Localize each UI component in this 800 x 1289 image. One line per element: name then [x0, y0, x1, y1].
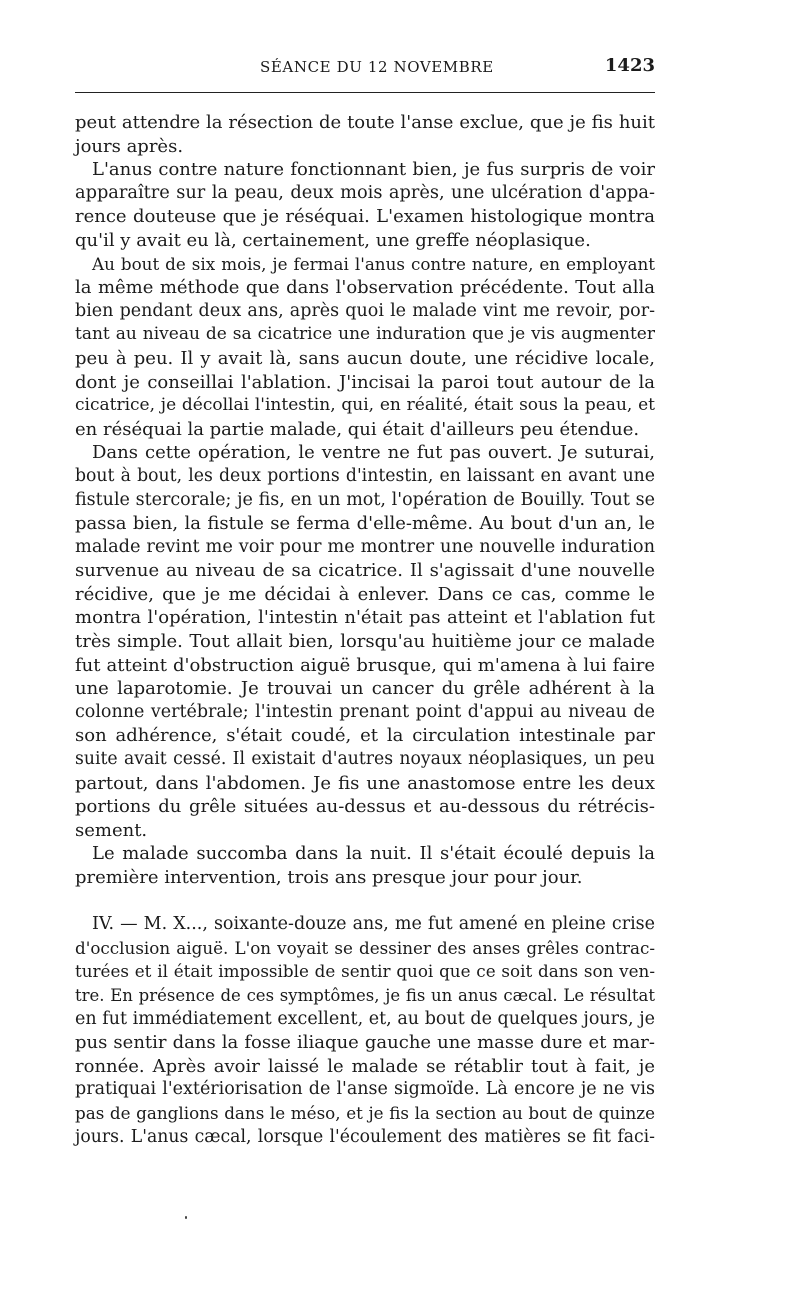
text-line: Le malade succomba dans la nuit. Il s'était écoulé depuis la [92, 843, 655, 865]
text-line: partout, dans l'abdomen. Je fis une anastomose entre les deux [75, 772, 655, 794]
text-line: pus sentir dans la fosse iliaque gauche une masse dure et mar- [75, 1032, 655, 1054]
text-line: sement. [75, 819, 148, 841]
text-line: Dans cette opération, le ventre ne fut pas ouvert. Je suturai, [92, 442, 655, 464]
text-line: bout à bout, les deux portions d'intestin, en laissant en avant une [75, 465, 655, 486]
text-line: qu'il y avait eu là, certainement, une greffe néoplasique. [75, 229, 591, 251]
text-line: première intervention, trois ans presque jour pour jour. [75, 867, 583, 888]
text-line: survenue au niveau de sa cicatrice. Il s'agissait d'une nouvelle [75, 560, 655, 582]
text-line: IV. — M. X..., soixante-douze ans, me fut amené en pleine crise [92, 914, 655, 935]
running-title: SÉANCE DU 12 NOVEMBRE [260, 58, 494, 76]
text-line: dont je conseillai l'ablation. J'incisai la paroi tout autour de la [75, 371, 655, 393]
text-line: pratiquai l'extériorisation de l'anse sigmoïde. Là encore je ne vis [75, 1079, 655, 1100]
text-line: son adhérence, s'était coudé, et la circulation intestinale par [75, 725, 655, 747]
text-line: rence douteuse que je réséquai. L'examen histologique montra [75, 206, 655, 228]
body-text [75, 111, 655, 1149]
text-line: tre. En présence de ces symptômes, je fis un anus cæcal. Le résultat [75, 985, 655, 1005]
text-line: peut attendre la résection de toute l'anse exclue, que je fis huit [75, 112, 655, 133]
text-line: apparaître sur la peau, deux mois après, une ulcération d'appa- [75, 182, 655, 203]
text-line: pas de ganglions dans le méso, et je fis la section au bout de quinze [75, 1102, 655, 1123]
text-line: jours. L'anus cæcal, lorsque l'écoulement des matières se fit faci- [75, 1126, 655, 1147]
text-line: en réséquai la partie malade, qui était d'ailleurs peu étendue. [75, 418, 640, 440]
section-gap [75, 890, 655, 914]
text-line: ronnée. Après avoir laissé le malade se rétablir tout à fait, je [75, 1055, 655, 1077]
text-line: peu à peu. Il y avait là, sans aucun doute, une récidive locale, [75, 347, 655, 369]
text-line: jours après. [75, 135, 184, 157]
text-line: la même méthode que dans l'observation précédente. Tout alla [75, 277, 655, 299]
paragraph [75, 253, 655, 442]
text-line: suite avait cessé. Il existait d'autres noyaux néoplasiques, un peu [75, 749, 655, 770]
text-line: Au bout de six mois, je fermai l'anus contre nature, en employant [92, 253, 655, 274]
text-line: passa bien, la fistule se ferma d'elle-même. Au bout d'un an, le [75, 513, 655, 535]
header-rule [75, 92, 655, 93]
text-line: L'anus contre nature fonctionnant bien, je fus surpris de voir [92, 159, 655, 181]
paragraph [75, 158, 655, 252]
paragraph [75, 111, 655, 158]
text-line: une laparotomie. Je trouvai un cancer du grêle adhérent à la [75, 678, 655, 700]
page-number: 1423 [604, 55, 655, 76]
text-line: portions du grêle situées au-dessus et au-dessous du rétrécis- [75, 796, 655, 818]
running-header [75, 55, 655, 84]
text-line: bien pendant deux ans, après quoi le malade vint me revoir, por- [75, 300, 655, 321]
text-line: d'occlusion aiguë. L'on voyait se dessiner des anses grêles contrac- [75, 937, 655, 958]
paragraph [75, 842, 655, 889]
text-line: fistule stercorale; je fis, en un mot, l'opération de Bouilly. Tout se [75, 489, 655, 510]
text-line: turées et il était impossible de sentir quoi que ce soit dans son ven- [75, 961, 655, 982]
text-line: tant au niveau de sa cicatrice une induration que je vis augmenter [75, 324, 655, 345]
paragraph [75, 913, 655, 1149]
text-line: cicatrice, je décollai l'intestin, qui, en réalité, était sous la peau, et [75, 395, 655, 416]
print-speck [185, 1216, 187, 1219]
text-line: colonne vertébrale; l'intestin prenant point d'appui au niveau de [75, 701, 655, 722]
text-line: en fut immédiatement excellent, et, au bout de quelques jours, je [75, 1008, 655, 1029]
text-line: malade revint me voir pour me montrer une nouvelle induration [75, 536, 655, 557]
text-line: récidive, que je me décidai à enlever. Dans ce cas, comme le [75, 583, 655, 605]
text-line: montra l'opération, l'intestin n'était pas atteint et l'ablation fut [75, 607, 655, 629]
text-line: fut atteint d'obstruction aiguë brusque, qui m'amena à lui faire [75, 654, 655, 676]
text-line: très simple. Tout allait bien, lorsqu'au huitième jour ce malade [75, 631, 655, 653]
paragraph [75, 441, 655, 842]
